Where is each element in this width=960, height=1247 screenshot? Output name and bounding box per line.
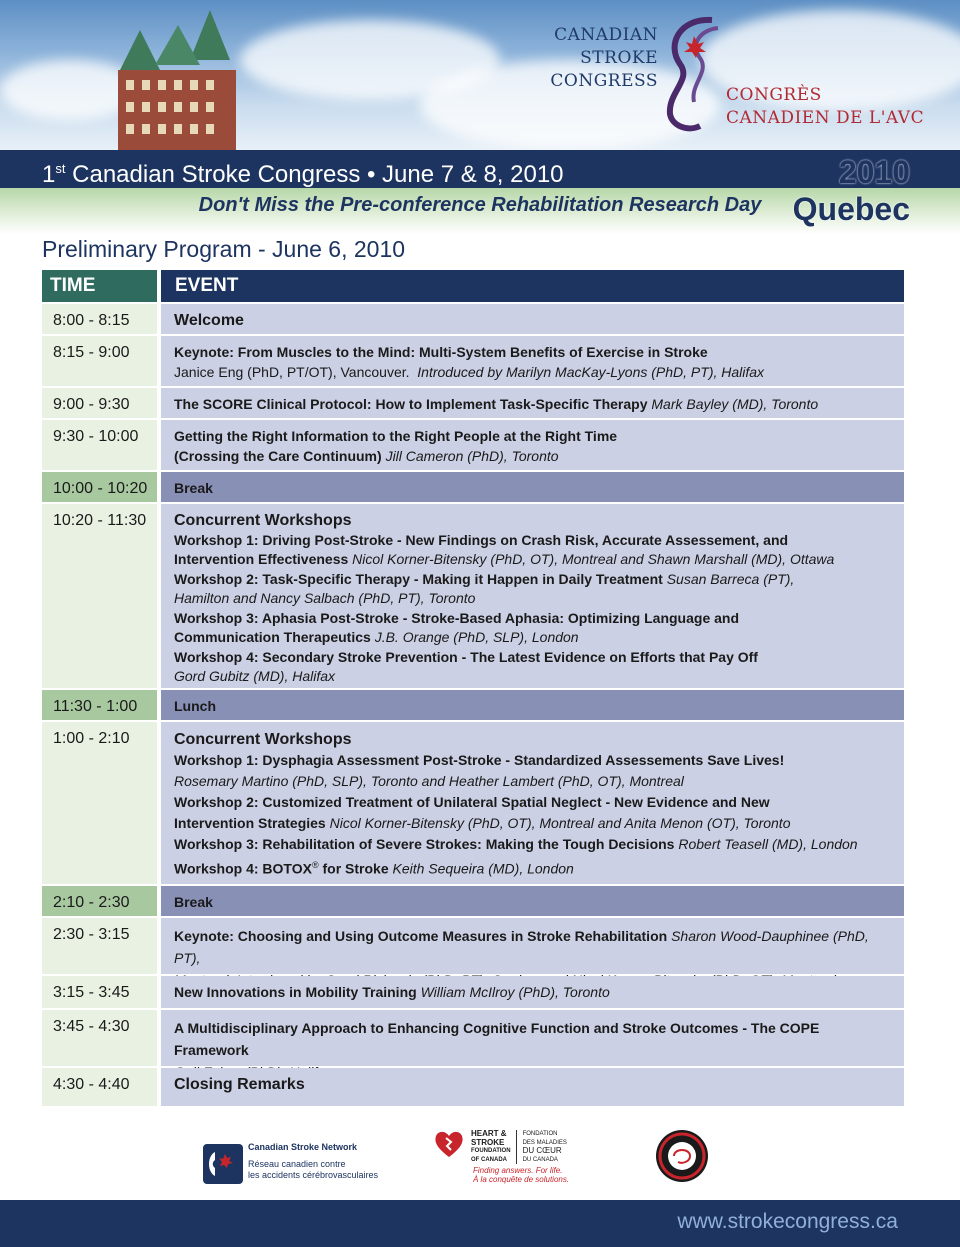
time-cell: 11:30 - 1:00 (42, 690, 157, 720)
workshop-1-speakers: Nicol Korner-Bitensky (PhD, OT), Montreal and Shawn Marshall (MD), Ottawa (352, 551, 835, 567)
table-row (42, 504, 904, 690)
time-cell: 8:00 - 8:15 (42, 304, 157, 334)
hs-line-2: STROKE (471, 1137, 505, 1147)
time-cell: 10:20 - 11:30 (42, 504, 157, 688)
event-cell (161, 388, 904, 418)
time-cell: 9:30 - 10:00 (42, 420, 157, 470)
event-speaker: Jill Cameron (PhD), Toronto (385, 447, 559, 464)
workshop-3-title: Workshop 3: Aphasia Post-Stroke - Stroke-Based Aphasia: Optimizing Language and (174, 609, 740, 626)
time-cell: 3:15 - 3:45 (42, 976, 157, 1008)
heart-and-stroke-heart-icon (433, 1128, 465, 1160)
event-cell: Break (161, 886, 904, 916)
table-row-break (42, 472, 904, 504)
hs-line-4: OF CANADA (471, 1156, 507, 1163)
congress-logo-english (488, 24, 658, 93)
workshops-heading: Concurrent Workshops (174, 731, 352, 748)
workshop-4-title: Workshop 4: BOTOX (174, 860, 312, 877)
event-cell (161, 722, 904, 884)
workshop-2-speakers: Susan Barreca (PT), (666, 570, 795, 587)
hs-fr-line-3: DU CŒUR (522, 1146, 562, 1155)
heart-and-stroke-slogan (473, 1166, 569, 1184)
workshop-3-speakers: Robert Teasell (MD), London (678, 836, 858, 852)
table-row (42, 1068, 904, 1108)
logo-en-line-1: CANADIAN (554, 25, 658, 45)
workshop-2-title: Workshop 2: Task-Specific Therapy - Making it Happen in Daily Treatment (174, 570, 663, 587)
canadian-stroke-network-logo-icon (203, 1144, 243, 1184)
workshop-1-title: Workshop 1: Driving Post-Stroke - New Findings on Crash Risk, Accurate Assessement, and (174, 531, 789, 548)
table-row (42, 420, 904, 472)
tagline: Don't Miss the Pre-conference Rehabilitation Research Day (198, 194, 762, 216)
heart-and-stroke-wordmark (471, 1130, 581, 1164)
time-cell: 3:45 - 4:30 (42, 1010, 157, 1066)
stroke-consortium-seal-icon (654, 1128, 710, 1184)
congress-logo-mark-icon (660, 14, 732, 134)
event-title: Welcome (174, 312, 244, 329)
title-ordinal: 1 (42, 161, 56, 188)
footer-band (0, 1200, 960, 1247)
workshop-1-title-cont: Intervention Effectiveness (174, 551, 349, 567)
csn-line-2: Réseau canadien contre (248, 1159, 346, 1169)
event-title: New Innovations in Mobility Training (174, 984, 417, 1000)
registered-mark: ® (311, 860, 319, 870)
time-cell: 8:15 - 9:00 (42, 336, 157, 386)
event-title-line-2: (Crossing the Care Continuum) (174, 447, 382, 464)
table-row (42, 1010, 904, 1068)
logo-fr-line-1: CONGRÈS (726, 85, 822, 105)
column-header-time: TIME (42, 270, 157, 302)
event-cell (161, 336, 904, 386)
header-photo (0, 0, 960, 150)
table-row (42, 722, 904, 886)
title-rest: Canadian Stroke Congress • June 7 & 8, 2010 (65, 161, 564, 188)
table-row-break (42, 886, 904, 918)
event-speaker: William McIlroy (PhD), Toronto (420, 984, 610, 1000)
hs-slogan-1: Finding answers. For life. (473, 1166, 563, 1175)
website-link[interactable]: www.strokecongress.ca (677, 1210, 898, 1233)
hs-line-1: HEART & (471, 1129, 507, 1138)
csn-line-1: Canadian Stroke Network (248, 1142, 358, 1152)
chateau-illustration (100, 10, 260, 150)
time-cell: 10:00 - 10:20 (42, 472, 157, 502)
logo-en-line-2: STROKE CONGRESS (550, 48, 658, 91)
time-cell: 2:10 - 2:30 (42, 886, 157, 916)
workshop-4-title: Workshop 4: Secondary Stroke Prevention - The Latest Evidence on Efforts that Pay Off (174, 648, 758, 665)
event-title: Keynote: Choosing and Using Outcome Measures in Stroke Rehabilitation (174, 928, 668, 944)
event-cell (161, 420, 904, 470)
table-row-break (42, 690, 904, 722)
table-row (42, 388, 904, 420)
event-cell (161, 1068, 904, 1106)
workshop-4-speakers: Gord Gubitz (MD), Halifax (174, 668, 336, 684)
event-cell (161, 976, 904, 1008)
csn-line-3: les accidents cérébrovasculaires (248, 1170, 379, 1180)
column-header-event: EVENT (161, 270, 904, 302)
event-title: The SCORE Clinical Protocol: How to Implement Task-Specific Therapy (174, 396, 648, 412)
event-title: Closing Remarks (174, 1076, 305, 1093)
workshops-heading: Concurrent Workshops (174, 512, 352, 529)
logo-fr-line-2: CANADIEN DE L'AVC (726, 108, 925, 128)
hs-slogan-2: À la conquête de solutions. (473, 1175, 570, 1184)
table-header (42, 270, 904, 302)
event-cell (161, 504, 904, 688)
program-title: Preliminary Program - June 6, 2010 (42, 236, 406, 262)
workshop-3-title: Workshop 3: Rehabilitation of Severe Strokes: Making the Tough Decisions (174, 836, 675, 852)
time-cell: 2:30 - 3:15 (42, 918, 157, 974)
event-cell (161, 304, 904, 334)
workshop-2-title-cont: Intervention Strategies (174, 815, 326, 831)
congress-logo-french (726, 84, 926, 130)
workshop-3-title-cont: Communication Therapeutics (174, 629, 371, 645)
hs-line-3: FOUNDATION (471, 1148, 511, 1154)
event-cell: Lunch (161, 690, 904, 720)
event-cell: Break (161, 472, 904, 502)
hs-fr-line-4: DU CANADA (522, 1156, 558, 1163)
event-title: Keynote: From Muscles to the Mind: Multi-System Benefits of Exercise in Stroke (174, 344, 708, 360)
workshop-1-title: Workshop 1: Dysphagia Assessment Post-Stroke - Standardized Assessements Save Lives! (174, 752, 785, 768)
workshop-2-speakers-cont: Hamilton and Nancy Salbach (PhD, PT), Toronto (174, 590, 476, 606)
workshop-4-title-cont: for Stroke (318, 860, 389, 877)
event-cell (161, 918, 904, 974)
event-speaker: Mark Bayley (MD), Toronto (651, 396, 819, 412)
workshop-4-speakers: Keith Sequeira (MD), London (392, 860, 574, 877)
event-cell (161, 1010, 904, 1066)
time-cell: 4:30 - 4:40 (42, 1068, 157, 1106)
event-speaker: Janice Eng (PhD, PT/OT), Vancouver. (174, 363, 410, 380)
workshop-1-speakers: Rosemary Martino (PhD, SLP), Toronto and Heather Lambert (PhD, OT), Montreal (174, 773, 684, 789)
event-title: A Multidisciplinary Approach to Enhancing Cognitive Function and Stroke Outcomes - The COPE Framework (174, 1020, 820, 1058)
sponsor-logos (0, 1120, 960, 1200)
congress-title (42, 154, 564, 190)
time-cell: 9:00 - 9:30 (42, 388, 157, 418)
workshop-3-speakers: J.B. Orange (PhD, SLP), London (374, 629, 579, 645)
title-ordinal-suffix: st (55, 161, 66, 176)
table-row (42, 918, 904, 976)
workshop-2-speakers: Nicol Korner-Bitensky (PhD, OT), Montreal and Anita Menon (OT), Toronto (329, 815, 791, 831)
event-title-line-1: Getting the Right Information to the Right People at the Right Time (174, 428, 618, 444)
time-cell: 1:00 - 2:10 (42, 722, 157, 884)
canadian-stroke-network-text (248, 1142, 378, 1181)
year-city: 2010 Quebec (792, 154, 910, 227)
event-introducer: Introduced by Marilyn MacKay-Lyons (PhD, PT), Halifax (417, 363, 765, 380)
table-row (42, 304, 904, 336)
workshop-2-title: Workshop 2: Customized Treatment of Unilateral Spatial Neglect - New Evidence and New (174, 794, 770, 810)
table-row (42, 976, 904, 1010)
table-row (42, 336, 904, 388)
hs-fr-line-2: DES MALADIES (522, 1139, 567, 1146)
program-table (42, 270, 904, 1108)
event-speaker: Sharon Wood-Dauphinee (PhD, PT), (174, 928, 869, 966)
hs-fr-line-1: FONDATION (522, 1131, 558, 1137)
